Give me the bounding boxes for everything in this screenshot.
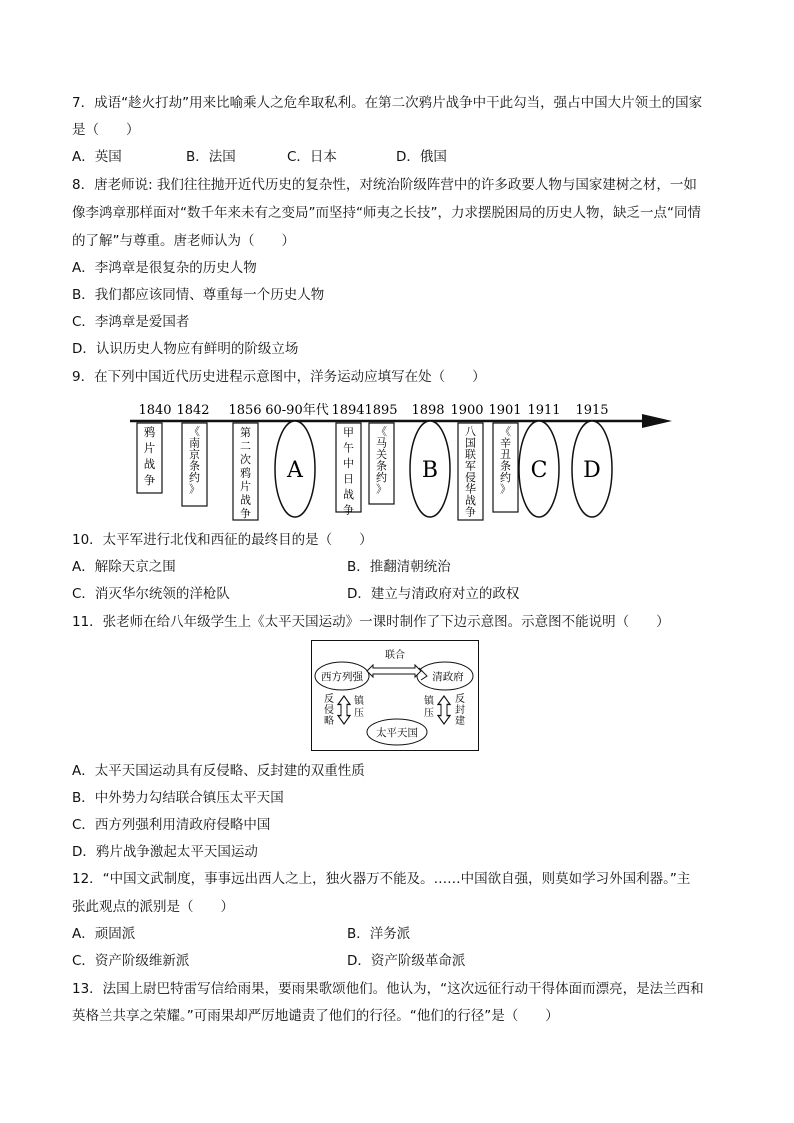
q10-option-a: A．解除天京之围 xyxy=(72,559,176,575)
unite-label: 联合 xyxy=(385,650,405,661)
qing-government-label: 清政府 xyxy=(432,671,464,683)
q7-option-a: A．英国 xyxy=(72,149,122,165)
event-box-boxer-protocol xyxy=(493,423,518,512)
q7-option-c: C．日本 xyxy=(287,149,337,165)
svg-text:B: B xyxy=(421,458,439,483)
answer-oval-a xyxy=(275,421,315,517)
timeline-year: 60-90年代 xyxy=(265,403,329,418)
q8-option-c: C．李鸿章是爱国者 xyxy=(72,314,190,330)
q7-stem-line1: 7．成语“趁火打劫”用来比喻乘人之危牟取私利。在第二次鸦片战争中干此勾当，强占中国大片领土的国家 xyxy=(72,95,703,111)
svg-text:D: D xyxy=(583,458,601,483)
answer-oval-c xyxy=(519,421,559,517)
timeline-year: 1898 xyxy=(411,403,445,418)
timeline-year: 1895 xyxy=(364,403,398,418)
timeline-diagram xyxy=(120,396,680,526)
q7-stem-line2: 是（ ） xyxy=(72,122,140,138)
timeline-year: 1911 xyxy=(527,403,561,418)
q11-option-b: B．中外势力勾结联合镇压太平天国 xyxy=(72,790,284,806)
left-outer-label: 反侵略 xyxy=(324,694,334,727)
svg-text:A: A xyxy=(287,458,303,483)
q12-option-d: D．资产阶级革命派 xyxy=(347,953,466,969)
event-box-opium-war xyxy=(137,423,162,493)
timeline-year: 1856 xyxy=(228,403,262,418)
svg-text:C: C xyxy=(530,458,548,483)
right-inner-label: 镇压 xyxy=(424,696,434,719)
svg-text:《马关条约》: 《马关条约》 xyxy=(376,425,387,496)
q13-stem-line2: 英格兰共享之荣耀。”可雨果却严厉地谴责了他们的行径。“他们的行径”是（ ） xyxy=(72,1008,559,1024)
west-powers-label: 西方列强 xyxy=(321,671,363,683)
left-inner-label: 镇压 xyxy=(354,696,364,719)
svg-text:《南京条约》: 《南京条约》 xyxy=(189,425,200,496)
q8-option-a: A．李鸿章是很复杂的历史人物 xyxy=(72,260,257,276)
svg-text:第二次鸦片战争: 第二次鸦片战争 xyxy=(240,426,251,520)
timeline-year: 1894 xyxy=(331,403,365,418)
taiping-relation-diagram xyxy=(311,640,479,751)
q12-option-b: B．洋务派 xyxy=(347,926,411,942)
event-box-shimonoseki-treaty xyxy=(369,423,394,504)
timeline-year: 1915 xyxy=(575,403,609,418)
q8-option-b: B．我们都应该同情、尊重每一个历史人物 xyxy=(72,287,325,303)
event-box-second-opium-war xyxy=(233,423,258,520)
q11-option-d: D．鸦片战争激起太平天国运动 xyxy=(72,844,258,860)
event-box-eight-nation-war xyxy=(458,423,483,520)
event-box-nanjing-treaty xyxy=(182,423,207,506)
q9-stem: 9．在下列中国近代历史进程示意图中，洋务运动应填写在处（ ） xyxy=(72,369,486,385)
q7-option-b: B．法国 xyxy=(186,149,236,165)
timeline-year: 1840 xyxy=(138,403,172,418)
answer-oval-d xyxy=(572,421,612,517)
q13-stem-line1: 13．法国上尉巴特雷写信给雨果，要雨果歌颂他们。他认为，“这次远征行动干得体面而漂亮，是法兰西和 xyxy=(72,981,704,997)
q8-option-d: D．认识历史人物应有鲜明的阶级立场 xyxy=(72,341,299,357)
q8-stem-line2: 像李鸿章那样面对“数千年来未有之变局”而坚持“师夷之长技”，力求摆脱困局的历史人物，缺乏一点“同情 xyxy=(72,205,701,221)
q11-stem: 11．张老师在给八年级学生上《太平天国运动》一课时制作了下边示意图。示意图不能说明（ ） xyxy=(72,614,670,630)
timeline-year: 1842 xyxy=(176,403,210,418)
q12-option-a: A．顽固派 xyxy=(72,926,136,942)
q8-stem-line1: 8．唐老师说: 我们往往抛开近代历史的复杂性，对统治阶级阵营中的许多政要人物与国家建树之材，一如 xyxy=(72,177,697,193)
taiping-label: 太平天国 xyxy=(376,727,418,739)
q11-option-a: A．太平天国运动具有反侵略、反封建的双重性质 xyxy=(72,763,365,779)
q7-option-d: D．俄国 xyxy=(396,149,447,165)
q12-option-c: C．资产阶级维新派 xyxy=(72,953,190,969)
timeline-year: 1900 xyxy=(450,403,484,418)
q12-stem-line2: 张此观点的派别是（ ） xyxy=(72,899,234,915)
q11-option-c: C．西方列强利用清政府侵略中国 xyxy=(72,817,271,833)
answer-oval-b xyxy=(410,421,450,517)
timeline-year: 1901 xyxy=(488,403,522,418)
svg-text:八国联军侵华战争: 八国联军侵华战争 xyxy=(465,425,476,519)
timeline-arrowhead xyxy=(642,414,672,428)
q10-stem: 10．太平军进行北伐和西征的最终目的是（ ） xyxy=(72,532,373,548)
q8-stem-line3: 的了解”与尊重。唐老师认为（ ） xyxy=(72,233,295,249)
svg-text:鸦片战争: 鸦片战争 xyxy=(143,425,156,487)
svg-text:《辛丑条约》: 《辛丑条约》 xyxy=(500,425,511,496)
event-box-sino-japanese-war xyxy=(336,423,361,517)
q10-option-b: B．推翻清朝统治 xyxy=(347,559,451,575)
q12-stem-line1: 12．“中国文武制度，事事远出西人之上，独火器万不能及。……中国欲自强，则莫如学习外国利器。”主 xyxy=(72,871,691,887)
q10-option-c: C．消灭华尔统领的洋枪队 xyxy=(72,586,230,602)
right-outer-label: 反封建 xyxy=(455,694,465,727)
svg-text:甲午中日战争: 甲午中日战争 xyxy=(343,426,354,517)
q10-option-d: D．建立与清政府对立的政权 xyxy=(347,586,520,602)
